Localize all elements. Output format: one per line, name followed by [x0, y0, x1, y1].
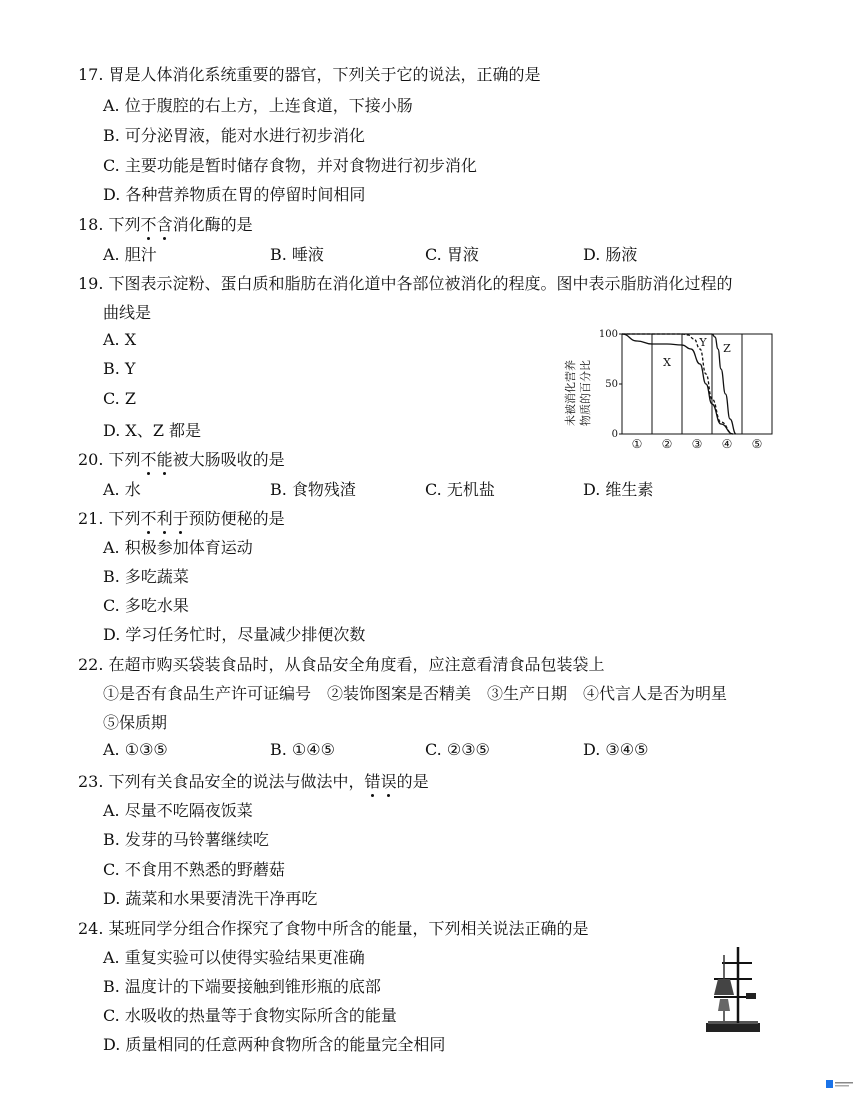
- chart-section-label: ④: [721, 437, 733, 451]
- q23-option-b: B. 发芽的马铃薯继续吃: [103, 830, 269, 849]
- q20-emphasis-2: 能: [157, 447, 173, 470]
- chart-series-z-line: [622, 334, 736, 434]
- q20-title-post: 被大肠吸收的是: [172, 450, 285, 469]
- chart-section-label: ⑤: [751, 437, 763, 451]
- q19-option-c: C. Z: [103, 389, 136, 408]
- q18-option-b: B. 唾液: [270, 245, 324, 264]
- q23-emphasis-2: 误: [381, 769, 397, 792]
- chart-series-y-line: [622, 334, 733, 434]
- q21-option-c: C. 多吃水果: [103, 596, 189, 615]
- q18-option-c: C. 胃液: [425, 245, 479, 264]
- q22-title: 22. 在超市购买袋装食品时，从食品安全角度看，应注意看清食品包装袋上: [78, 655, 605, 674]
- q21-emphasis-2: 利: [157, 506, 173, 529]
- q18-option-a: A. 胆汁: [103, 245, 157, 264]
- q22-option-d: D. ③④⑤: [583, 740, 649, 759]
- q23-title-pre: 23. 下列有关食品安全的说法与做法中，: [78, 772, 365, 791]
- q17-title: 17. 胃是人体消化系统重要的器官，下列关于它的说法，正确的是: [78, 65, 541, 84]
- chart-series-y-label: Y: [699, 336, 707, 349]
- q19-title-line2: 曲线是: [103, 303, 152, 322]
- q23-option-d: D. 蔬菜和水果要清洗干净再吃: [103, 889, 318, 908]
- q18-title: [78, 212, 253, 235]
- experiment-apparatus-illustration: [700, 945, 772, 1035]
- q19-title-line1: 19. 下图表示淀粉、蛋白质和脂肪在消化道中各部位被消化的程度。图中表示脂肪消化过程的: [78, 274, 733, 293]
- q21-option-d: D. 学习任务忙时，尽量减少排便次数: [103, 625, 366, 644]
- chart-ytick-label: 100: [598, 329, 618, 340]
- chart-section-label: ①: [631, 437, 643, 451]
- chart-section-label: ③: [691, 437, 703, 451]
- chart-plot-frame: [622, 334, 772, 434]
- q23-option-c: C. 不食用不熟悉的野蘑菇: [103, 860, 285, 879]
- q17-option-c: C. 主要功能是暂时储存食物，并对食物进行初步消化: [103, 156, 477, 175]
- q18-option-d: D. 肠液: [583, 245, 638, 264]
- digestion-chart: [562, 322, 774, 452]
- q20-option-b: B. 食物残渣: [270, 480, 356, 499]
- q23-title-post: 的是: [396, 772, 429, 791]
- chart-series-x-line: [622, 334, 733, 434]
- q20-title: [78, 447, 285, 470]
- chart-ylabel-line1: 未被消化营养: [564, 360, 577, 426]
- q19-option-a: A. X: [103, 330, 137, 349]
- chart-ylabel-line2: 物质的百分比: [579, 360, 592, 426]
- q23-emphasis-1: 错: [365, 769, 381, 792]
- q19-option-d: D. X、Z 都是: [103, 421, 202, 440]
- q20-option-d: D. 维生素: [583, 480, 654, 499]
- q17-option-a: A. 位于腹腔的右上方，上连食道，下接小肠: [103, 96, 413, 115]
- q23-option-a: A. 尽量不吃隔夜饭菜: [103, 801, 253, 820]
- q24-title: 24. 某班同学分组合作探究了食物中所含的能量，下列相关说法正确的是: [78, 919, 589, 938]
- q21-title: [78, 506, 285, 529]
- q20-option-c: C. 无机盐: [425, 480, 495, 499]
- q17-option-b: B. 可分泌胃液，能对水进行初步消化: [103, 126, 365, 145]
- q18-title-post: 消化酶的是: [172, 215, 253, 234]
- q21-option-b: B. 多吃蔬菜: [103, 567, 189, 586]
- q22-items: ①是否有食品生产许可证编号 ②装饰图案是否精美 ③生产日期 ④代言人是否为明星: [103, 684, 728, 703]
- q22-items-line2: ⑤保质期: [103, 713, 168, 732]
- q20-option-a: A. 水: [103, 480, 141, 499]
- watermark-logo: [826, 1079, 854, 1089]
- q20-title-pre: 20. 下列: [78, 450, 141, 469]
- chart-series-z-label: Z: [723, 342, 731, 355]
- q21-title-pre: 21. 下列: [78, 509, 141, 528]
- q21-option-a: A. 积极参加体育运动: [103, 538, 253, 557]
- q24-option-a: A. 重复实验可以使得实验结果更准确: [103, 948, 365, 967]
- q24-option-d: D. 质量相同的任意两种食物所含的能量完全相同: [103, 1035, 446, 1054]
- chart-section-label: ②: [661, 437, 673, 451]
- q18-emphasis-2: 含: [157, 212, 173, 235]
- q17-option-d: D. 各种营养物质在胃的停留时间相同: [103, 185, 366, 204]
- q21-emphasis-3: 于: [173, 506, 189, 529]
- q21-emphasis-1: 不: [141, 506, 157, 529]
- q24-option-c: C. 水吸收的热量等于食物实际所含的能量: [103, 1006, 397, 1025]
- q18-emphasis-1: 不: [141, 212, 157, 235]
- q18-title-pre: 18. 下列: [78, 215, 141, 234]
- q24-option-b: B. 温度计的下端要接触到锥形瓶的底部: [103, 977, 381, 996]
- q22-option-b: B. ①④⑤: [270, 740, 335, 759]
- q20-emphasis-1: 不: [141, 447, 157, 470]
- q23-title: [78, 769, 429, 792]
- q22-option-a: A. ①③⑤: [103, 740, 168, 759]
- chart-series-x-label: X: [663, 356, 671, 369]
- q22-option-c: C. ②③⑤: [425, 740, 490, 759]
- chart-ytick-label: 0: [611, 429, 618, 440]
- chart-ytick-label: 50: [605, 379, 618, 390]
- q21-title-post: 预防便秘的是: [188, 509, 285, 528]
- q19-option-b: B. Y: [103, 359, 136, 378]
